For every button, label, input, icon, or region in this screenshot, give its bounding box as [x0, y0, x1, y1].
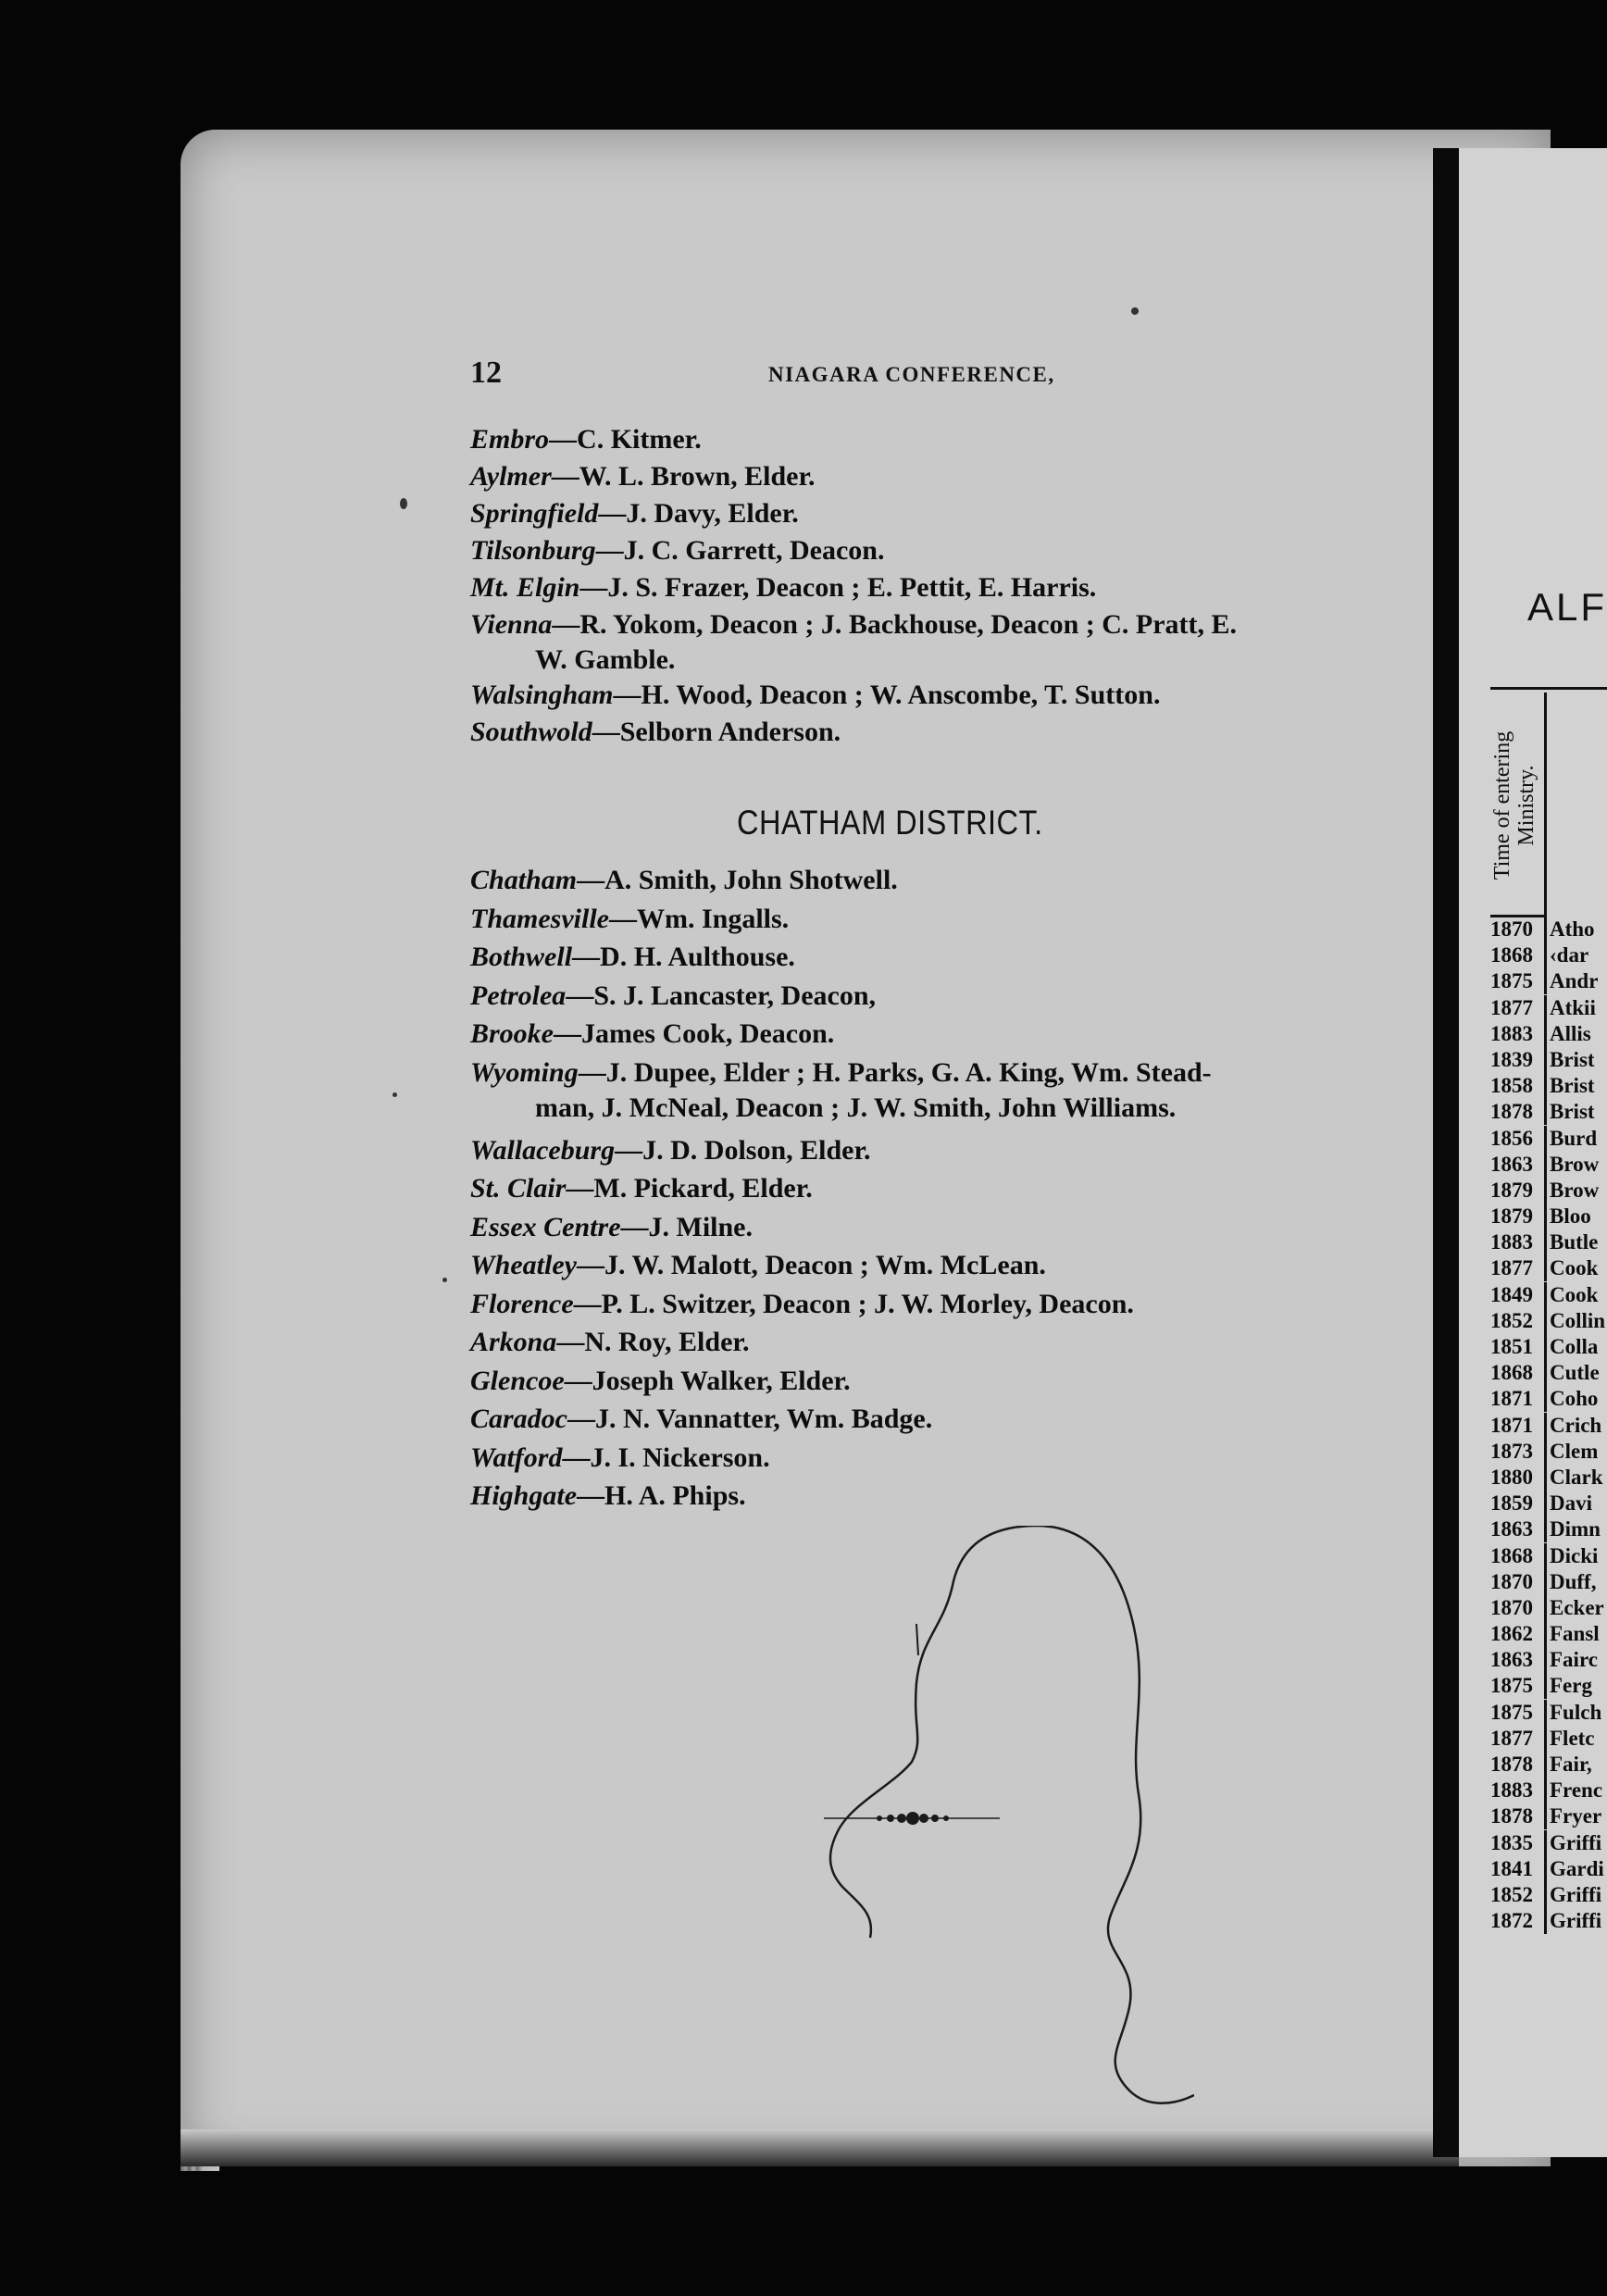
ink-speck — [392, 1092, 397, 1097]
row-name: Fansl — [1550, 1622, 1600, 1646]
circuit-entry — [470, 422, 1396, 457]
circuit-ministers: —D. H. Aulthouse. — [572, 942, 795, 972]
circuit-place: Florence — [470, 1288, 574, 1319]
circuit-entry — [470, 1364, 1396, 1399]
row-year: 1880 — [1490, 1465, 1547, 1491]
table-row — [1490, 1543, 1607, 1569]
circuit-ministers: —Joseph Walker, Elder. — [564, 1365, 851, 1396]
table-row — [1490, 1021, 1607, 1047]
circuit-entry — [470, 1055, 1396, 1126]
row-name: Clem — [1550, 1439, 1599, 1463]
circuit-place: Walsingham — [470, 680, 614, 710]
circuit-place: Arkona — [470, 1327, 557, 1357]
circuit-ministers: —J. C. Garrett, Deacon. — [595, 535, 885, 566]
row-year: 1863 — [1490, 1152, 1547, 1178]
table-row — [1490, 1491, 1607, 1516]
row-name: Gardi — [1550, 1856, 1604, 1880]
table-row — [1490, 1047, 1607, 1073]
table-row — [1490, 1360, 1607, 1386]
row-year: 1875 — [1490, 968, 1547, 994]
table-row — [1490, 1413, 1607, 1439]
row-year: 1868 — [1490, 942, 1547, 968]
circuit-entry — [470, 496, 1396, 531]
table-row — [1490, 1595, 1607, 1621]
row-name: Colla — [1550, 1335, 1599, 1358]
circuit-place: Aylmer — [470, 461, 552, 492]
row-year: 1879 — [1490, 1178, 1547, 1204]
table-row — [1490, 1439, 1607, 1465]
row-year: 1849 — [1490, 1282, 1547, 1308]
table-row — [1490, 1178, 1607, 1204]
row-name: Atkii — [1550, 995, 1596, 1019]
row-year: 1852 — [1490, 1308, 1547, 1334]
row-year: 1870 — [1490, 1595, 1547, 1621]
circuit-place: Mt. Elgin — [470, 572, 580, 603]
circuit-ministers: —J. Milne. — [620, 1211, 754, 1242]
facing-table-column-header — [1490, 694, 1538, 917]
ink-speck — [442, 1278, 447, 1282]
row-year: 1863 — [1490, 1647, 1547, 1673]
row-year: 1883 — [1490, 1229, 1547, 1255]
circuit-place: Brooke — [470, 1018, 554, 1049]
row-year: 1878 — [1490, 1099, 1547, 1125]
circuit-ministers-continued: man, J. McNeal, Deacon ; J. W. Smith, John Williams. — [535, 1092, 1177, 1123]
circuit-place: Wyoming — [470, 1056, 579, 1088]
row-name: Brow — [1550, 1152, 1600, 1176]
row-year: 1835 — [1490, 1830, 1547, 1856]
circuit-place: Highgate — [470, 1480, 578, 1511]
circuit-place: Wheatley — [470, 1250, 577, 1280]
circuit-entry — [470, 863, 1396, 898]
row-name: Clark — [1550, 1465, 1603, 1489]
facing-table-rows — [1490, 917, 1607, 1934]
table-row — [1490, 1647, 1607, 1673]
table-row — [1490, 1255, 1607, 1281]
column-header-line2: Ministry. — [1514, 765, 1538, 846]
circuit-place: Vienna — [470, 609, 553, 640]
circuit-entry — [470, 1402, 1396, 1437]
book-gutter — [1433, 148, 1459, 2157]
row-name: Brist — [1550, 1100, 1595, 1124]
row-year: 1871 — [1490, 1413, 1547, 1439]
circuit-ministers: —A. Smith, John Shotwell. — [577, 865, 898, 895]
table-row — [1490, 1152, 1607, 1178]
row-name: Andr — [1550, 969, 1599, 993]
circuit-ministers: —H. Wood, Deacon ; W. Anscombe, T. Sutton. — [613, 680, 1161, 710]
circuit-place: Glencoe — [470, 1365, 565, 1396]
row-name: Ecker — [1550, 1595, 1604, 1619]
row-name: Fairc — [1550, 1648, 1598, 1672]
row-year: 1870 — [1490, 1569, 1547, 1595]
row-year: 1859 — [1490, 1491, 1547, 1516]
row-name: Frenc — [1550, 1778, 1603, 1803]
row-name: Griffi — [1550, 1909, 1602, 1933]
table-row — [1490, 1569, 1607, 1595]
row-year: 1868 — [1490, 1543, 1547, 1569]
row-year: 1878 — [1490, 1752, 1547, 1778]
circuit-place: Embro — [470, 424, 550, 455]
table-row — [1490, 1073, 1607, 1099]
row-name: Burd — [1550, 1126, 1598, 1150]
table-row — [1490, 1099, 1607, 1125]
table-row — [1490, 1282, 1607, 1308]
circuit-place: Chatham — [470, 865, 578, 895]
circuit-place: Bothwell — [470, 942, 573, 972]
row-name: Duff, — [1550, 1569, 1597, 1593]
row-name: Fulch — [1550, 1700, 1602, 1724]
table-row — [1490, 1465, 1607, 1491]
circuit-ministers: —J. Dupee, Elder ; H. Parks, G. A. King, Wm. Stead- — [578, 1056, 1212, 1088]
circuit-entry — [470, 1210, 1396, 1245]
table-row — [1490, 1882, 1607, 1908]
row-name: Ferg — [1550, 1674, 1592, 1698]
row-name: Fletc — [1550, 1726, 1595, 1750]
circuit-ministers: —J. D. Dolson, Elder. — [615, 1134, 871, 1166]
row-year: 1871 — [1490, 1386, 1547, 1412]
row-name: Fryer — [1550, 1804, 1602, 1828]
table-row — [1490, 1386, 1607, 1412]
circuit-ministers: —N. Roy, Elder. — [556, 1327, 750, 1357]
circuit-place: Watford — [470, 1441, 563, 1473]
circuit-ministers: —Wm. Ingalls. — [608, 903, 790, 934]
circuit-entry — [470, 1441, 1396, 1476]
row-year: 1877 — [1490, 995, 1547, 1021]
circuit-entry — [470, 979, 1396, 1014]
table-row — [1490, 1752, 1607, 1778]
row-name: Griffi — [1550, 1830, 1602, 1854]
row-name: Collin — [1550, 1308, 1606, 1332]
circuit-ministers: —C. Kitmer. — [549, 424, 702, 455]
row-year: 1868 — [1490, 1360, 1547, 1386]
table-row — [1490, 1229, 1607, 1255]
row-name: Coho — [1550, 1387, 1599, 1411]
row-year: 1858 — [1490, 1073, 1547, 1099]
table-row — [1490, 1830, 1607, 1856]
circuit-entry — [470, 459, 1396, 494]
row-name: Fair, — [1550, 1753, 1592, 1776]
table-row — [1490, 1673, 1607, 1699]
circuit-place: Thamesville — [470, 903, 609, 934]
row-year: 1841 — [1490, 1856, 1547, 1882]
circuit-ministers: —W. L. Brown, Elder. — [551, 461, 816, 492]
row-name: Allis — [1550, 1021, 1591, 1045]
table-row — [1490, 1204, 1607, 1229]
row-name: Brist — [1550, 1047, 1595, 1071]
circuit-place: Petrolea — [470, 980, 567, 1011]
circuit-ministers: —James Cook, Deacon. — [554, 1018, 835, 1049]
table-row — [1490, 1308, 1607, 1334]
circuit-place: Southwold — [470, 717, 592, 747]
row-name: Bloo — [1550, 1204, 1591, 1229]
circuit-entry — [470, 570, 1396, 605]
row-year: 1875 — [1490, 1700, 1547, 1726]
circuit-ministers: —M. Pickard, Elder. — [566, 1173, 813, 1204]
circuit-ministers: —H. A. Phips. — [577, 1480, 746, 1511]
row-name: Brist — [1550, 1074, 1595, 1098]
row-name: Cutle — [1550, 1361, 1600, 1385]
circuit-ministers: —R. Yokom, Deacon ; J. Backhouse, Deacon ; C. Pratt, E. — [552, 609, 1238, 640]
table-row — [1490, 1803, 1607, 1829]
row-year: 1879 — [1490, 1204, 1547, 1229]
row-name: Cook — [1550, 1256, 1599, 1280]
facing-page-heading: ALF — [1527, 585, 1607, 629]
row-name: ‹dar — [1550, 943, 1589, 967]
column-header-line1: Time of entering — [1490, 730, 1514, 880]
circuit-entry — [470, 678, 1396, 713]
circuit-entry — [470, 1248, 1396, 1283]
row-year: 1870 — [1490, 917, 1547, 942]
circuit-ministers-continued: W. Gamble. — [535, 644, 676, 675]
circuit-entry — [470, 1287, 1396, 1322]
circuit-ministers: —Selborn Anderson. — [592, 717, 841, 747]
row-name: Atho — [1550, 917, 1595, 941]
row-year: 1863 — [1490, 1516, 1547, 1542]
table-row — [1490, 968, 1607, 994]
table-row — [1490, 1908, 1607, 1934]
row-year: 1878 — [1490, 1803, 1547, 1829]
row-year: 1883 — [1490, 1021, 1547, 1047]
circuit-place: Springfield — [470, 498, 599, 529]
circuit-entry — [470, 533, 1396, 568]
table-row — [1490, 1126, 1607, 1152]
table-row — [1490, 1700, 1607, 1726]
row-year: 1851 — [1490, 1334, 1547, 1360]
row-year: 1883 — [1490, 1778, 1547, 1803]
circuit-entry — [470, 715, 1396, 750]
circuit-ministers: —P. L. Switzer, Deacon ; J. W. Morley, Deacon. — [573, 1288, 1134, 1319]
table-row — [1490, 1621, 1607, 1647]
row-year: 1839 — [1490, 1047, 1547, 1073]
circuit-place: Caradoc — [470, 1404, 567, 1434]
row-year: 1856 — [1490, 1126, 1547, 1152]
table-row — [1490, 1334, 1607, 1360]
row-name: Griffi — [1550, 1882, 1602, 1906]
ink-speck — [1131, 307, 1139, 315]
circuit-entry — [470, 1133, 1396, 1168]
table-row — [1490, 1726, 1607, 1752]
row-year: 1872 — [1490, 1908, 1547, 1934]
row-year: 1862 — [1490, 1621, 1547, 1647]
circuit-entry — [470, 1017, 1396, 1052]
running-head — [470, 356, 1433, 396]
circuit-ministers: —J. W. Malott, Deacon ; Wm. McLean. — [576, 1250, 1046, 1280]
circuit-entry — [470, 940, 1396, 975]
circuit-entry — [470, 1479, 1396, 1514]
row-year: 1877 — [1490, 1726, 1547, 1752]
page-bottom-shadow — [181, 2129, 1459, 2166]
circuit-entry — [470, 607, 1396, 678]
district-heading: CHATHAM DISTRICT. — [737, 804, 1043, 842]
circuit-ministers: —J. I. Nickerson. — [562, 1441, 770, 1473]
row-name: Brow — [1550, 1178, 1600, 1202]
row-name: Crich — [1550, 1413, 1602, 1437]
row-year: 1875 — [1490, 1673, 1547, 1699]
circuit-ministers: —J. S. Frazer, Deacon ; E. Pettit, E. Harris. — [579, 572, 1097, 603]
row-name: Dimn — [1550, 1517, 1601, 1541]
circuit-entry — [470, 902, 1396, 937]
conference-title: NIAGARA CONFERENCE, — [768, 363, 1055, 386]
page-number: 12 — [470, 356, 502, 390]
row-name: Butle — [1550, 1230, 1599, 1254]
row-name: Dicki — [1550, 1543, 1599, 1567]
ink-mark-ornament — [824, 1526, 1194, 2128]
circuit-entry — [470, 1325, 1396, 1360]
table-row — [1490, 942, 1607, 968]
circuit-ministers: —S. J. Lancaster, Deacon, — [566, 980, 877, 1011]
table-row — [1490, 917, 1607, 942]
row-name: Cook — [1550, 1282, 1599, 1306]
circuit-place: St. Clair — [470, 1173, 567, 1204]
table-row — [1490, 1856, 1607, 1882]
circuit-ministers: —J. N. Vannatter, Wm. Badge. — [567, 1404, 933, 1434]
table-row — [1490, 995, 1607, 1021]
row-year: 1877 — [1490, 1255, 1547, 1281]
row-year: 1852 — [1490, 1882, 1547, 1908]
table-row — [1490, 1516, 1607, 1542]
circuit-entry — [470, 1171, 1396, 1206]
circuit-place: Tilsonburg — [470, 535, 596, 566]
circuit-place: Wallaceburg — [470, 1134, 616, 1166]
row-year: 1873 — [1490, 1439, 1547, 1465]
table-row — [1490, 1778, 1607, 1803]
circuit-place: Essex Centre — [470, 1211, 621, 1242]
ink-speck — [400, 498, 407, 509]
circuit-ministers: —J. Davy, Elder. — [598, 498, 799, 529]
row-name: Davi — [1550, 1491, 1592, 1516]
